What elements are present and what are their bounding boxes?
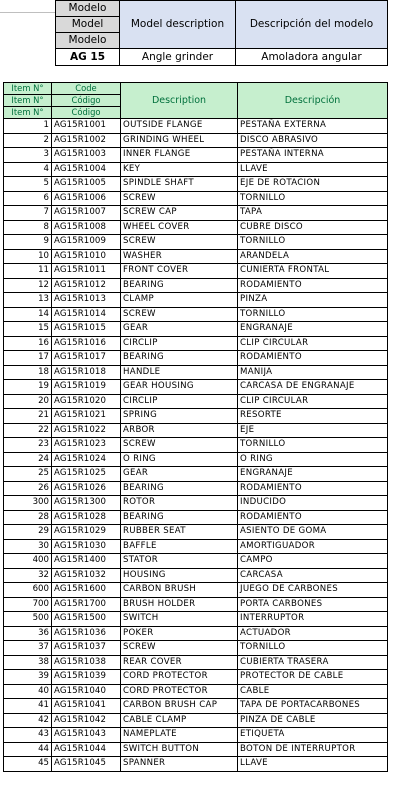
part-description: GRINDING WHEEL [121,133,238,148]
table-row [4,525,388,540]
part-description: POKER [121,626,238,641]
table-row [4,699,388,714]
item-number: 700 [4,597,52,612]
table-row [4,220,388,235]
part-code: AG15R1001 [52,119,121,134]
part-description-es: AMORTIGUADOR [238,539,388,554]
item-number: 500 [4,612,52,627]
part-description: SCREW [121,191,238,206]
part-description: O RING [121,452,238,467]
item-number: 6 [4,191,52,206]
item-number: 13 [4,293,52,308]
part-description-es: CARCASA DE ENGRANAJE [238,380,388,395]
part-description: BAFFLE [121,539,238,554]
part-description-es: RODAMIENTO [238,481,388,496]
item-number: 36 [4,626,52,641]
table-row [4,380,388,395]
item-number: 400 [4,554,52,569]
part-description: FRONT COVER [121,264,238,279]
item-number: 21 [4,409,52,424]
item-number: 10 [4,249,52,264]
part-code: AG15R1011 [52,264,121,279]
description-header: Description [121,83,238,119]
item-number: 45 [4,757,52,772]
item-number: 16 [4,336,52,351]
part-code: AG15R1020 [52,394,121,409]
part-code: AG15R1018 [52,365,121,380]
part-description: STATOR [121,554,238,569]
item-number: 11 [4,264,52,279]
part-description-es: PINZA [238,293,388,308]
part-description-es: LLAVE [238,757,388,772]
part-description-es: JUEGO DE CARBONES [238,583,388,598]
part-description-es: PINZA DE CABLE [238,713,388,728]
table-row [4,713,388,728]
part-description: WASHER [121,249,238,264]
item-number: 300 [4,496,52,511]
item-number: 26 [4,481,52,496]
part-description: SCREW [121,438,238,453]
item-number: 17 [4,351,52,366]
model-description-header: Model description [120,1,236,49]
item-number: 25 [4,467,52,482]
part-description-es: TORNILLO [238,438,388,453]
part-code: AG15R1017 [52,351,121,366]
code-header-3: Código [52,107,121,119]
table-row [4,554,388,569]
table-row [4,467,388,482]
item-number: 23 [4,438,52,453]
part-description: RUBBER SEAT [121,525,238,540]
table-row [4,177,388,192]
part-code: AG15R1037 [52,641,121,656]
table-row [4,597,388,612]
part-description: CARBON BRUSH CAP [121,699,238,714]
part-code: AG15R1030 [52,539,121,554]
table-row [4,206,388,221]
table-row [4,191,388,206]
part-code: AG15R1004 [52,162,121,177]
table-row [4,452,388,467]
part-code: AG15R1042 [52,713,121,728]
part-description: CLAMP [121,293,238,308]
item-number: 14 [4,307,52,322]
part-description: OUTSIDE FLANGE [121,119,238,134]
item-number-header-3: Item N° [4,107,52,119]
table-row [4,539,388,554]
part-description-es: LLAVE [238,162,388,177]
table-row [4,438,388,453]
item-number: 12 [4,278,52,293]
item-number: 2 [4,133,52,148]
part-description: REAR COVER [121,655,238,670]
item-number: 8 [4,220,52,235]
item-number: 38 [4,655,52,670]
part-description-es: ASIENTO DE GOMA [238,525,388,540]
part-description-es: ACTUADOR [238,626,388,641]
table-row [4,742,388,757]
part-code: AG15R1005 [52,177,121,192]
part-code: AG15R1013 [52,293,121,308]
table-row [4,336,388,351]
item-number: 30 [4,539,52,554]
model-description-es: Amoladora angular [236,49,388,66]
part-code: AG15R1014 [52,307,121,322]
part-description: CARBON BRUSH [121,583,238,598]
part-code: AG15R1009 [52,235,121,250]
part-code: AG15R1039 [52,670,121,685]
item-number: 5 [4,177,52,192]
part-description-es: TAPA DE PORTACARBONES [238,699,388,714]
table-row [4,481,388,496]
part-code: AG15R1026 [52,481,121,496]
part-description-es: RODAMIENTO [238,351,388,366]
part-description-es: ARANDELA [238,249,388,264]
table-row [4,423,388,438]
table-row [4,626,388,641]
code-header-2: Código [52,95,121,107]
part-description-es: PORTA CARBONES [238,597,388,612]
item-number: 20 [4,394,52,409]
part-code: AG15R1028 [52,510,121,525]
part-description: BRUSH HOLDER [121,597,238,612]
part-description: BEARING [121,351,238,366]
table-row [4,278,388,293]
part-description-es: ENGRANAJE [238,322,388,337]
part-description: HOUSING [121,568,238,583]
part-description-es: ENGRANAJE [238,467,388,482]
part-code: AG15R1019 [52,380,121,395]
part-description-es: DISCO ABRASIVO [238,133,388,148]
table-row [4,133,388,148]
table-row [4,365,388,380]
table-row [4,728,388,743]
item-number: 600 [4,583,52,598]
item-number: 43 [4,728,52,743]
part-description: ARBOR [121,423,238,438]
code-header: Code [52,83,121,95]
model-label-1: Modelo [56,1,120,17]
part-code: AG15R1008 [52,220,121,235]
part-description-es: MANIJA [238,365,388,380]
part-description-es: RODAMIENTO [238,510,388,525]
table-row [4,351,388,366]
part-description-es: CARCASA [238,568,388,583]
table-row [4,307,388,322]
model-label-2: Model [56,17,120,33]
part-code: AG15R1006 [52,191,121,206]
part-description: BEARING [121,278,238,293]
part-description: ROTOR [121,496,238,511]
item-number: 41 [4,699,52,714]
part-description: INNER FLANGE [121,148,238,163]
table-row [4,655,388,670]
sheet-gridline [0,12,55,13]
item-number: 32 [4,568,52,583]
part-description-es: PESTAÑA INTERNA [238,148,388,163]
part-description-es: EJE DE ROTACION [238,177,388,192]
part-code: AG15R1029 [52,525,121,540]
part-description: WHEEL COVER [121,220,238,235]
part-description-es: TORNILLO [238,191,388,206]
model-code: AG 15 [56,49,120,66]
parts-table [3,82,388,772]
table-row [4,670,388,685]
part-description: KEY [121,162,238,177]
model-label-3: Modelo [56,33,120,49]
part-description-es: PESTAÑA EXTERNA [238,119,388,134]
part-description-es: EJE [238,423,388,438]
table-row [4,162,388,177]
part-code: AG15R1012 [52,278,121,293]
table-row [4,249,388,264]
part-description: SCREW [121,641,238,656]
item-number: 18 [4,365,52,380]
part-code: AG15R1007 [52,206,121,221]
item-number: 7 [4,206,52,221]
part-description: SWITCH BUTTON [121,742,238,757]
part-description: BEARING [121,510,238,525]
part-description-es: CUBRE DISCO [238,220,388,235]
part-description-es: BOTON DE INTERRUPTOR [238,742,388,757]
part-code: AG15R1700 [52,597,121,612]
item-number: 29 [4,525,52,540]
part-description: SCREW CAP [121,206,238,221]
part-code: AG15R1010 [52,249,121,264]
part-description: CORD PROTECTOR [121,684,238,699]
item-number: 39 [4,670,52,685]
description-es-header: Descripción [238,83,388,119]
table-row [4,148,388,163]
part-description: BEARING [121,481,238,496]
table-row [4,510,388,525]
part-description: HANDLE [121,365,238,380]
part-description-es: CLIP CIRCULAR [238,336,388,351]
part-code: AG15R1016 [52,336,121,351]
item-number: 44 [4,742,52,757]
part-description-es: CUBIERTA TRASERA [238,655,388,670]
part-description-es: RODAMIENTO [238,278,388,293]
part-description-es: ETIQUETA [238,728,388,743]
item-number: 22 [4,423,52,438]
part-code: AG15R1044 [52,742,121,757]
table-row [4,119,388,134]
item-number: 1 [4,119,52,134]
table-row [4,496,388,511]
item-number: 4 [4,162,52,177]
part-description-es: CAMPO [238,554,388,569]
model-description: Angle grinder [120,49,236,66]
part-code: AG15R1022 [52,423,121,438]
table-row [4,583,388,598]
table-row [4,757,388,772]
part-description: GEAR HOUSING [121,380,238,395]
part-description: SCREW [121,235,238,250]
part-code: AG15R1024 [52,452,121,467]
table-row [4,394,388,409]
part-description: SPINDLE SHAFT [121,177,238,192]
item-number: 40 [4,684,52,699]
part-description: CIRCLIP [121,336,238,351]
part-code: AG15R1036 [52,626,121,641]
part-description: GEAR [121,322,238,337]
item-number-header-2: Item N° [4,95,52,107]
model-description-header-es: Descripción del modelo [236,1,388,49]
part-code: AG15R1015 [52,322,121,337]
table-row [4,264,388,279]
part-code: AG15R1400 [52,554,121,569]
part-description-es: TORNILLO [238,307,388,322]
part-description-es: CLIP CIRCULAR [238,394,388,409]
table-row [4,235,388,250]
part-description-es: RESORTE [238,409,388,424]
part-description-es: PROTECTOR DE CABLE [238,670,388,685]
part-description: SWITCH [121,612,238,627]
part-description: SCREW [121,307,238,322]
part-description: GEAR [121,467,238,482]
parts-table-header [4,83,388,119]
item-number: 28 [4,510,52,525]
part-description-es: O RING [238,452,388,467]
table-row [4,322,388,337]
part-description-es: TORNILLO [238,235,388,250]
part-description: NAMEPLATE [121,728,238,743]
table-row [4,293,388,308]
item-number: 19 [4,380,52,395]
item-number: 9 [4,235,52,250]
part-code: AG15R1025 [52,467,121,482]
item-number: 15 [4,322,52,337]
part-description: SPRING [121,409,238,424]
part-description-es: TORNILLO [238,641,388,656]
item-number-header: Item N° [4,83,52,95]
part-code: AG15R1500 [52,612,121,627]
model-table [55,0,388,66]
item-number: 37 [4,641,52,656]
part-description-es: INDUCIDO [238,496,388,511]
table-row [4,684,388,699]
part-code: AG15R1043 [52,728,121,743]
part-code: AG15R1032 [52,568,121,583]
part-description-es: CABLE [238,684,388,699]
parts-table-body [4,119,388,772]
part-description: CORD PROTECTOR [121,670,238,685]
part-code: AG15R1021 [52,409,121,424]
table-row [4,409,388,424]
item-number: 24 [4,452,52,467]
part-description: SPANNER [121,757,238,772]
item-number: 42 [4,713,52,728]
table-row [4,568,388,583]
part-code: AG15R1300 [52,496,121,511]
part-description-es: TAPA [238,206,388,221]
part-code: AG15R1038 [52,655,121,670]
part-code: AG15R1041 [52,699,121,714]
part-code: AG15R1600 [52,583,121,598]
part-code: AG15R1023 [52,438,121,453]
part-description-es: CUNIERTA FRONTAL [238,264,388,279]
part-code: AG15R1045 [52,757,121,772]
part-description: CIRCLIP [121,394,238,409]
table-row [4,641,388,656]
table-row [4,612,388,627]
part-code: AG15R1040 [52,684,121,699]
item-number: 3 [4,148,52,163]
part-description-es: INTERRUPTOR [238,612,388,627]
part-code: AG15R1002 [52,133,121,148]
part-code: AG15R1003 [52,148,121,163]
part-description: CABLE CLAMP [121,713,238,728]
